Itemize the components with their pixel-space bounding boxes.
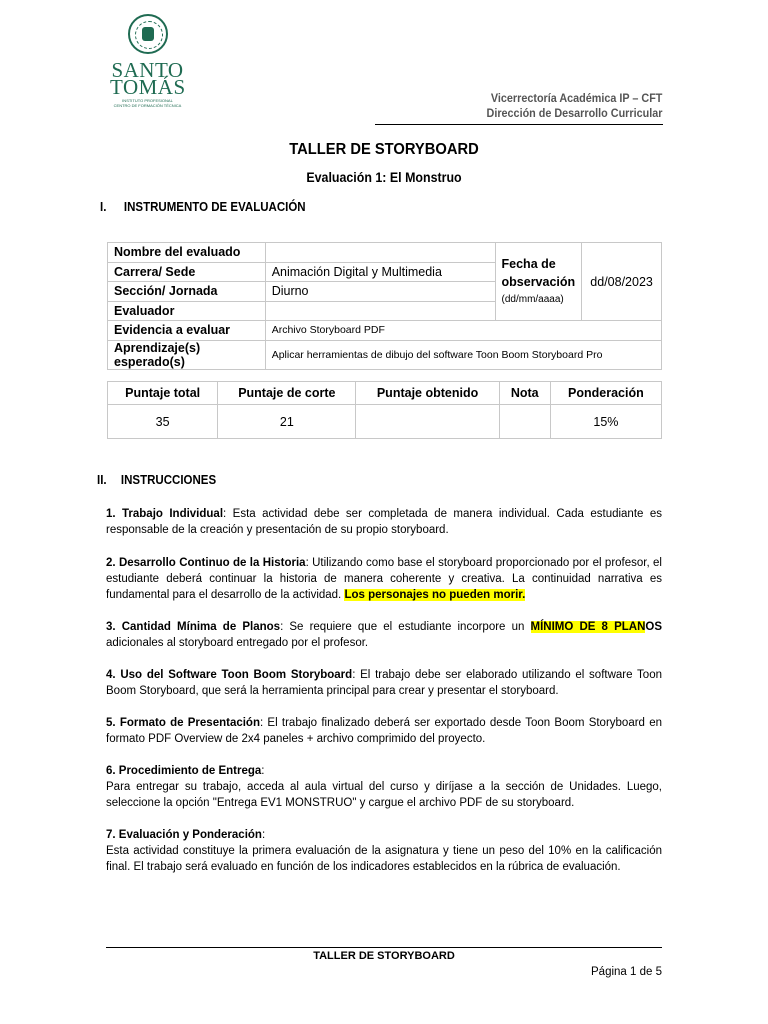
fecha-label: Fecha de observación [501, 256, 576, 289]
section-2-number: II. [97, 473, 107, 487]
score-header: Ponderación [550, 382, 661, 405]
page-number: Página 1 de 5 [591, 966, 662, 978]
score-value: 35 [108, 405, 218, 439]
section-1-title: INSTRUMENTO DE EVALUACIÓN [123, 200, 306, 214]
fecha-label-cell [495, 243, 582, 321]
seccion-label: Sección/ Jornada [108, 282, 266, 302]
instruction-text: : [261, 765, 265, 777]
instruction-text: : El trabajo debe ser elaborado utilizando el software Toon Boom Storyboard, que será la herramienta principal para crear y presentar el storyboard. [106, 669, 662, 697]
instruction-6 [106, 763, 662, 811]
footer-divider [106, 947, 662, 948]
section-2-heading [97, 473, 216, 487]
instruction-7 [106, 827, 662, 875]
document-subtitle: Evaluación 1: El Monstruo [306, 170, 462, 185]
score-value: 21 [218, 405, 356, 439]
carrera-label: Carrera/ Sede [108, 262, 266, 282]
instruction-head: 4. Uso del Software Toon Boom Storyboard [106, 669, 353, 681]
score-header: Puntaje de corte [218, 382, 356, 405]
logo-line2: TOMÁS [110, 75, 186, 99]
aprendizaje-value: Aplicar herramientas de dibujo del software Toon Boom Storyboard Pro [265, 340, 661, 369]
institution-seal-icon [128, 14, 168, 54]
logo-subtext [110, 98, 185, 108]
instruction-text: : Utilizando como base el storyboard proporcionado por el profesor, el estudiante deberá continuar la historia de manera coherente y creativa. La continuidad narrativa es fundamental para el desarrollo de la actividad. [106, 557, 662, 601]
instruction-head: 5. Formato de Presentación [106, 717, 260, 729]
instruction-head: 7. Evaluación y Ponderación [106, 829, 262, 841]
aprendizaje-label: Aprendizaje(s) esperado(s) [108, 340, 266, 369]
section-2-title: INSTRUCCIONES [120, 473, 217, 487]
header-divider [375, 124, 663, 125]
evidencia-value: Archivo Storyboard PDF [265, 321, 661, 341]
page-header [0, 0, 768, 125]
org-line1: Vicerrectoría Académica IP – CFT [490, 91, 662, 105]
instruction-text: : El trabajo finalizado deberá ser exportado desde Toon Boom Storyboard en formato PDF Overview de 2x4 paneles + archivo comprimido del proyecto. [106, 717, 662, 745]
score-value: 15% [550, 405, 661, 439]
score-value [499, 405, 550, 439]
evidencia-label: Evidencia a evaluar [108, 321, 266, 341]
instruction-head: 6. Procedimiento de Entrega [106, 765, 262, 777]
instruction-2 [106, 555, 662, 603]
instruction-4 [106, 667, 662, 699]
instruction-3 [106, 619, 662, 651]
score-header: Nota [499, 382, 550, 405]
instruction-1 [106, 506, 662, 538]
instruction-text: : Esta actividad debe ser completada de manera individual. Cada estudiante es responsable de la creación y presentación de su propio storyboard. [106, 508, 662, 536]
carrera-value: Animación Digital y Multimedia [265, 262, 495, 282]
score-header: Puntaje obtenido [356, 382, 499, 405]
score-header: Puntaje total [108, 382, 218, 405]
instruction-head: 3. Cantidad Mínima de Planos [106, 621, 281, 633]
logo-sub1: INSTITUTO PROFESIONAL [122, 98, 173, 103]
seccion-value: Diurno [265, 282, 495, 302]
logo-sub2: CENTRO DE FORMACIÓN TÉCNICA [113, 103, 182, 108]
instruction-text: : Se requiere que el estudiante incorpore un [280, 621, 531, 633]
org-line2: Dirección de Desarrollo Curricular [486, 106, 662, 120]
section-1-heading [100, 200, 306, 214]
evaluation-info-table [107, 242, 662, 370]
score-table [107, 381, 662, 439]
highlighted-text: MÍNIMO DE 8 PLAN [530, 621, 646, 633]
evaluador-value [265, 301, 495, 321]
bold-text: OS [645, 621, 663, 633]
logo-text [110, 58, 186, 99]
nombre-value [265, 243, 495, 263]
instruction-text-end: adicionales al storyboard entregado por el profesor. [106, 637, 369, 649]
org-heading [486, 91, 662, 121]
instruction-text-2: Para entregar su trabajo, acceda al aula virtual del curso y diríjase a la sección de Unidades. Luego, seleccione la opción "Entrega EV1 MONSTRUO" y cargue el archivo PDF de su storyboard. [106, 781, 662, 809]
instruction-head: 1. Trabajo Individual [106, 508, 224, 520]
section-1-number: I. [100, 200, 107, 214]
instruction-text: : [261, 829, 266, 841]
instruction-text-2: Esta actividad constituye la primera evaluación de la asignatura y tiene un peso del 10% en la calificación final. El trabajo será evaluado en función de los indicadores establecidos en la rúbrica de evaluación. [106, 845, 662, 873]
highlighted-text: Los personajes no pueden morir. [344, 589, 526, 601]
document-title: TALLER DE STORYBOARD [289, 141, 479, 158]
footer-title: TALLER DE STORYBOARD [313, 950, 455, 962]
instruction-5 [106, 715, 662, 747]
nombre-label: Nombre del evaluado [108, 243, 266, 263]
score-value [356, 405, 499, 439]
evaluador-label: Evaluador [108, 301, 266, 321]
fecha-value: dd/08/2023 [582, 243, 662, 321]
logo-line1: SANTO [111, 58, 184, 82]
fecha-format: (dd/mm/aaaa) [501, 293, 564, 305]
santo-tomas-logo [110, 14, 185, 120]
instruction-head: 2. Desarrollo Continuo de la Historia [106, 557, 306, 569]
